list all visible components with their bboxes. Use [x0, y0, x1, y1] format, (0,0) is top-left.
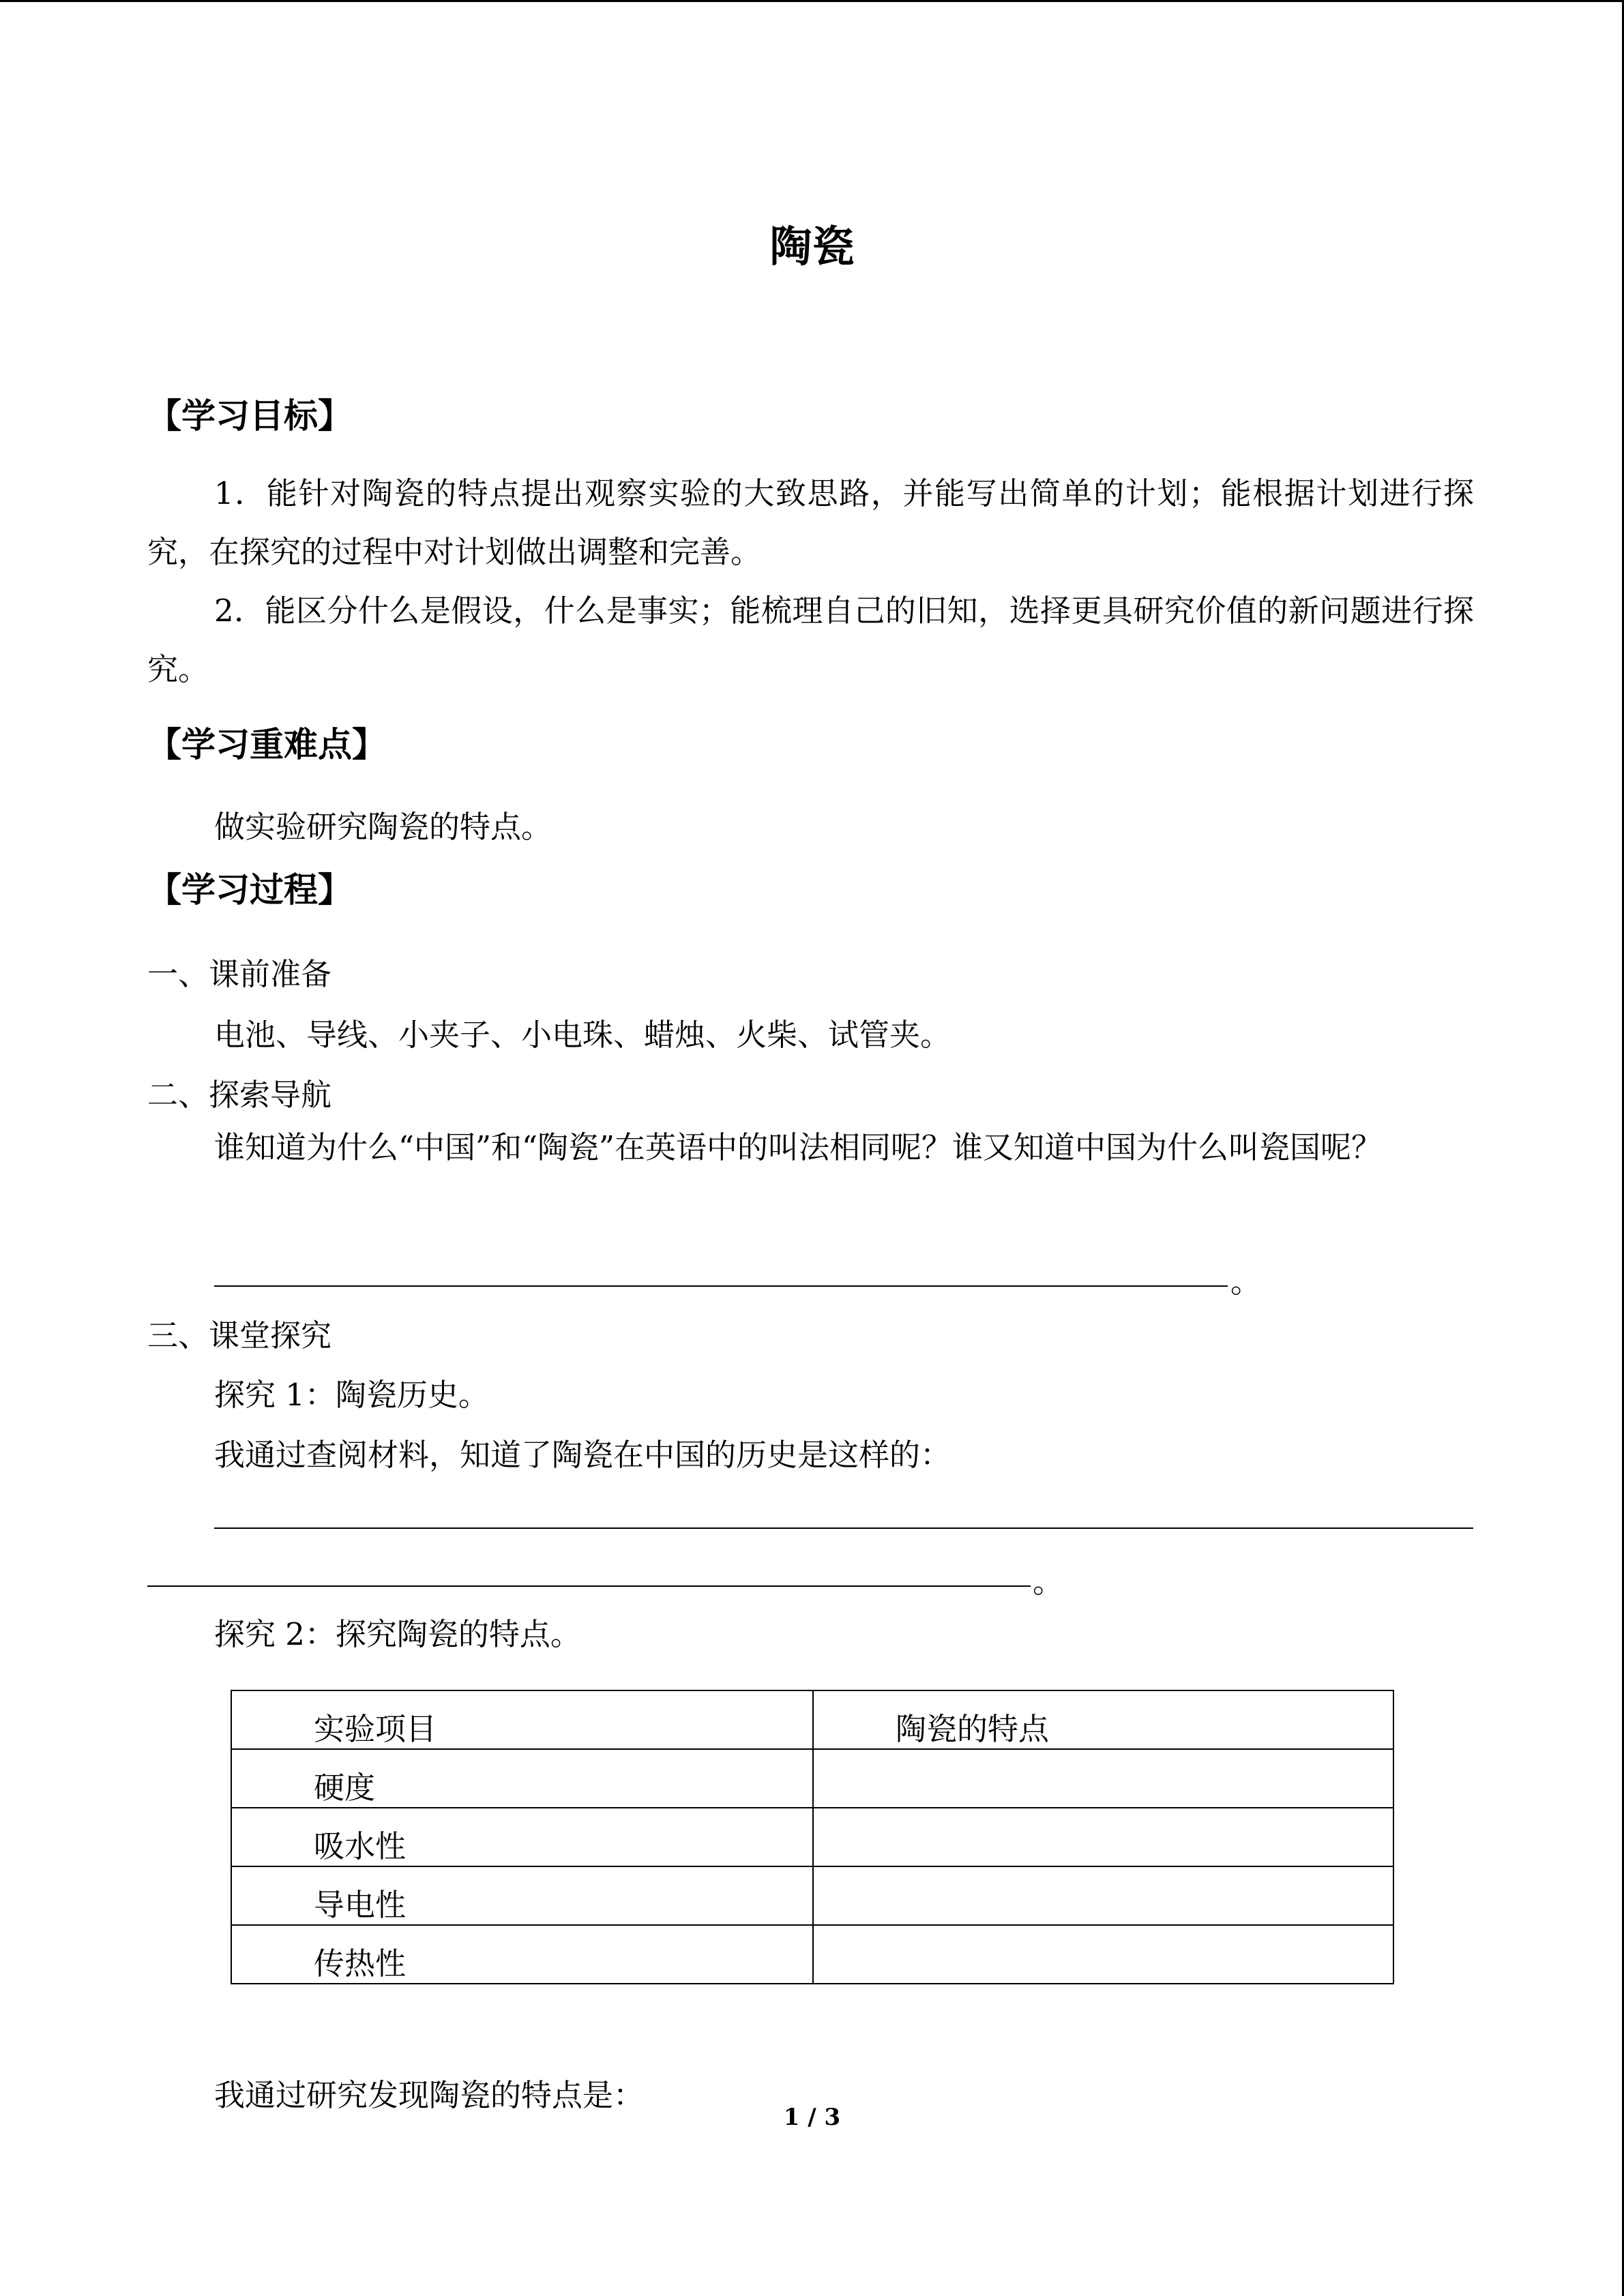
key-points-text: 做实验研究陶瓷的特点。 — [214, 809, 552, 845]
table-cell-answer[interactable] — [813, 1866, 1393, 1925]
page-top-border — [0, 0, 1624, 2]
table-cell-answer[interactable] — [813, 1808, 1393, 1866]
table-row — [231, 1749, 1393, 1808]
history-answer-line-1[interactable] — [214, 1527, 1473, 1529]
table-row — [231, 1925, 1393, 1984]
goal-1: 1．能针对陶瓷的特点提出观察实验的大致思路，并能写出简单的计划；能根据计划进行探究，在探究的过程中对计划做出调整和完善。 — [147, 475, 1474, 570]
process-heading: 【学习过程】 — [147, 870, 352, 910]
explore-question: 谁知道为什么“中国”和“陶瓷”在英语中的叫法相同呢？谁又知道中国为什么叫瓷国呢？ — [214, 1129, 1383, 1165]
table-cell-item: 吸水性 — [231, 1808, 813, 1866]
table-cell-item: 传热性 — [231, 1925, 813, 1984]
experiment-table — [231, 1690, 1394, 1984]
table-header-cell: 实验项目 — [231, 1690, 813, 1749]
class-heading: 三、课堂探究 — [147, 1317, 332, 1354]
table-header-cell: 陶瓷的特点 — [813, 1690, 1393, 1749]
table-row — [231, 1808, 1393, 1866]
answer-line[interactable] — [214, 1285, 1228, 1287]
inquiry-1-title: 探究 1：陶瓷历史。 — [214, 1377, 489, 1413]
table-header-row — [231, 1690, 1393, 1749]
inquiry-2-title: 探究 2：探究陶瓷的特点。 — [214, 1616, 581, 1652]
table-row — [231, 1866, 1393, 1925]
prep-materials: 电池、导线、小夹子、小电珠、蜡烛、火柴、试管夹。 — [214, 1017, 951, 1053]
conclusion-prompt: 我通过研究发现陶瓷的特点是： — [214, 2077, 645, 2113]
inquiry-1-prompt: 我通过查阅材料，知道了陶瓷在中国的历史是这样的： — [214, 1437, 951, 1473]
page-number: 1 / 3 — [783, 2104, 841, 2131]
goal-2: 2．能区分什么是假设，什么是事实；能梳理自己的旧知，选择更具研究价值的新问题进行探究。 — [147, 593, 1474, 687]
page-title: 陶瓷 — [769, 222, 855, 271]
table-cell-answer[interactable] — [813, 1749, 1393, 1808]
answer-end-mark: 。 — [1230, 1264, 1262, 1300]
history-answer-line-2[interactable] — [147, 1585, 1031, 1587]
history-end-mark: 。 — [1033, 1564, 1064, 1600]
table-cell-answer[interactable] — [813, 1925, 1393, 1984]
explore-heading: 二、探索导航 — [147, 1077, 332, 1113]
table-cell-item: 硬度 — [231, 1749, 813, 1808]
goals-heading: 【学习目标】 — [147, 396, 352, 436]
key-points-heading: 【学习重难点】 — [147, 725, 386, 764]
table-cell-item: 导电性 — [231, 1866, 813, 1925]
prep-heading: 一、课前准备 — [147, 956, 332, 992]
